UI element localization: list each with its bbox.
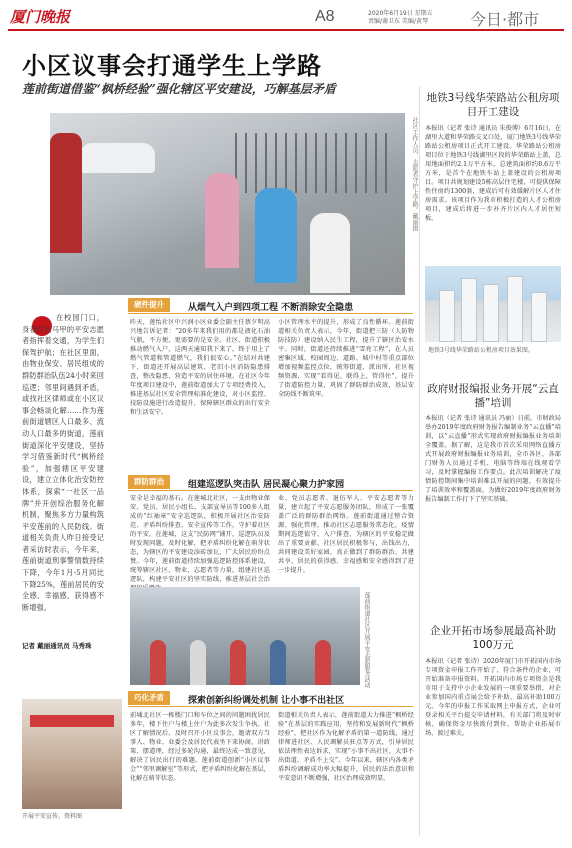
- volunteer-figure: [50, 133, 82, 253]
- article-body-finance: 本报讯（记者 张诗 通讯员 冯丽）日前，市财政局举办2019年度政府财务报告编制业务“云直播”培训，以“云直播”形式实现政府财报编报业务培训全覆盖。据了解，这是我市首次采用网络直播方式开展政府财报编报业务培训，全市各区、各部门财务人员通过手机、电脑等终端在线观看学习，及时掌握编报工作要点。此次培训解决了疫情防控期间集中培训难以开展的问题，有效提升了培训效率和覆盖面，为做好2019年度政府财务报告编制工作打下了坚实基础。: [425, 415, 561, 503]
- section-title-resolve: 探索创新纠纷调处机制 让小事不出社区: [188, 696, 345, 706]
- section2-col-b: 业、党员志愿者、退伍军人、平安志愿者等力量，建立起了平安志愿服务团队，形成了一张覆盖广泛的群防群治网络。莲前街道通过整合资源、强化管理，推动社区志愿服务常态化，疫情期间巡逻值守、入户排查，为辖区的平安稳定做出了重要贡献。社区居民积极参与，出钱出力，共同建设美好家园，真正做到了群防群治、共建共享，居民的获得感、幸福感和安全感得到了进一步提升。: [278, 495, 414, 574]
- page-subtitle: 莲前街道借鉴“枫桥经验”强化辖区平安建设，巧解基层矛盾: [22, 82, 336, 96]
- person-figure: [190, 640, 206, 685]
- community-photo-caption: 莲前街道社区开展平安志愿服务活动: [363, 592, 370, 688]
- main-photo: [50, 113, 405, 295]
- page-title: 小区议事会打通学生上学路: [22, 52, 322, 80]
- car-shape: [80, 143, 155, 173]
- section-name: 今日·都市: [470, 10, 540, 29]
- section3-col-a: 前埔北社区一栋楼门口和车位之间的问题困扰居民多年，楼下住户与楼上住户为此多次发生争执。社区了解情况后，及时召开小区议事会，邀请双方当事人、物业、业委会及居民代表坐下来协商，讲政策、摆道理，经过多轮沟通，最终达成一致意见，解决了居民出行的难题。莲前街道创新“小区议事会”“邻里调解室”等形式，把矛盾纠纷化解在基层，化解在萌芽状态。: [130, 712, 270, 782]
- community-photo: [130, 587, 360, 685]
- section-title-hardware: 从烟气入户到四项工程 不断消除安全隐患: [188, 303, 354, 313]
- person-figure: [270, 640, 286, 685]
- section2-col-a: 安全是幸福的基石。在莲城北社区，一支由物业保安、党员、居民小组长、支部宣导员等100多人组成的“红袖章”安全巡逻队，积极开展社区治安防范、矛盾纠纷排查、安全宣传等工作，守护着社区的平安。在莲城，这支“民防网”铺开，巡逻队员及时发现问题，及时化解，把矛盾纠纷化解在萌芽状态，为辖区的平安建设添砖加瓦，广大居民纷纷点赞。今年，莲前街道持续加强巡逻防控体系建设，统筹辖区社区、物业、志愿者等力量，组建社区巡逻队，构建平安社区的坚实防线，推进基层社会治: [130, 495, 270, 583]
- person-figure: [150, 640, 166, 685]
- section-rule: [128, 706, 413, 707]
- building-shape: [461, 278, 477, 342]
- lead-paragraph: 在校园门口，身着红色马甲的平安志愿者指挥着交通，为学生们保驾护航；在社区里面，由物业保安、居民组成的群防群治队伍24小时来回巡逻；邻里间遇到矛盾，或找社区律师或在小区议事会畅谈化解……作为莲前街道辖区人口最多、流动人口最多的街道，莲前街道深化平安建设，坚持学习借鉴新时代“枫桥经验”，加强辖区平安建设，建立立体化治安防控体系，探索“一社区一品牌”并开创综治服务化解机制，聚焦多方力量构筑平安莲前的人民防线。街道相关负责人昨日接受记者采访时表示，今年来，莲前街道刑事警情数持续下降，今年1月-5月同比下降25%，莲前居民的安全感、幸福感、获得感不断增强。: [22, 313, 104, 612]
- section-tag-hardware: 硬件提升: [128, 298, 170, 312]
- header-rule: [8, 29, 564, 31]
- building-shape: [531, 292, 547, 342]
- page-number: A8: [315, 8, 335, 25]
- date-line: 2020年6月19日 星期五: [368, 10, 433, 17]
- article-title-metro-housing: 地铁3号线华荣路站公租房项目开工建设: [426, 92, 560, 118]
- section1-col-a: 昨天，莲怡社区中兴润小区业委会副主任蔡夕明高兴地告诉记者：“20多年来我们用的都是液化石油气瓶，不方便，更需要的是安全。社区、街道积极推动燃气入户，这两天通知我下来了，终于用上了燃气管道和管道燃气，我们很安心。”在结对共建下，街道还开展高层建筑、老旧小区消防隐患排查，整改隐患，营造平安的居住环境。在社区今年年度项目建设中，莲前街道加大了专项经费投入，推进基层社区安全管理标准化建设，对小区监控、技防设施进行改造提升，保障辖区群众的出行安全和生活安宁。: [130, 319, 270, 416]
- banner-shape: [30, 715, 114, 727]
- editors-line: 责编/谢卫东 美编/黄琴: [368, 18, 428, 25]
- person-figure: [315, 640, 331, 685]
- section1-col-b: 小区管理水平的提升，形成了良性循环。莲前街道相关负责人表示，今年，街道把三防（人防物防技防）建设纳入民生工程，提升了辖区治安水平。同时，街道还持续推进“雪亮工程”，在人员密集区域、校园周边、道路、城中村等重点部位增加视频监控点位，统筹街道、派出所、社区视频资源，实现“看得见、联得上、管得住”，提升了街道防控力量，巩固了群防群治成效，基层安全防线不断筑牢。: [278, 319, 414, 398]
- main-photo-caption: 社区工作人员、志愿者守护上学路。戴丽摄: [411, 117, 418, 231]
- publicity-photo: [22, 699, 122, 809]
- newspaper-logo: 厦门晚报: [10, 8, 71, 26]
- housing-rendering-photo: [425, 266, 561, 342]
- section3-col-b: 街道相关负责人表示，莲前街道大力推进“枫桥经验”在基层的实践应用，坚持和发展新时代“枫桥经验”，把社区作为化解矛盾的第一道防线，通过律师进社区、人民调解员驻点等方式，引导居民依法理性表达诉求，实现“小事不出社区，大事不出街道，矛盾不上交”。今年以来，辖区内各类矛盾纠纷调解成功率大幅提升，居民的法治意识和平安意识不断增强，社区治理成效明显。: [278, 712, 414, 782]
- student-figure: [205, 173, 239, 268]
- section-tag-joint-defense: 群防群治: [128, 475, 170, 489]
- section-rule: [128, 313, 413, 314]
- student-figure: [255, 188, 297, 283]
- school-gate: [235, 133, 395, 193]
- column-divider: [419, 86, 420, 836]
- article-title-enterprise: 企业开拓市场参展最高补助100万元: [430, 625, 556, 651]
- issue-date: [368, 10, 458, 26]
- article-body-enterprise: 本报讯（记者 张诗）2020年厦门市开拓国内市场专项资金申报工作开始了，符合条件的企业，可开始准备申报资料。开拓国内市场专项资金是我市用于支持中小企业发展的一项重要举措，对企业参加国内重点展会给予补助，最高补助100万元。今年的申报工作采取网上申报方式，企业可登录相关平台提交申请材料，有关部门将及时审核，确保资金尽快拨付到位，帮助企业拓展市场、渡过难关。: [425, 658, 561, 737]
- section-tag-resolve: 巧化矛盾: [128, 691, 170, 705]
- housing-photo-caption: 地铁3号线华荣路站公租房项目效果图。: [428, 347, 534, 354]
- building-shape: [507, 276, 523, 342]
- lead-reporter: 记者 戴丽通讯员 马秀珠: [22, 642, 92, 650]
- article-title-finance: 政府财报编报业务开展“云直播”培训: [427, 383, 559, 409]
- publicity-photo-caption: 开展平安宣传。资料图: [22, 813, 83, 820]
- building-shape: [439, 290, 455, 342]
- section-title-joint-defense: 组建巡逻队突击队 居民凝心聚力护家园: [188, 480, 345, 490]
- building-shape: [483, 284, 499, 342]
- student-figure: [310, 213, 350, 293]
- article-body-metro-housing: 本报讯（记者 张诗 通讯员 朱俊博）6月16日，在湖里大道和华荣路交叉口处，厦门地铁3号线华荣路站公租房项目正式开工建设。华荣路站公租房项目位于地铁3号线湖里区段的华荣路站上盖，总用地面积约2.1万平方米，总建筑面积约8.6万平方米，是首个在地铁车站上盖建设的公租房项目。项目共规划建设5栋高层住宅楼，可提供保障性住房约1300套，建成后可有效缓解片区人才住房需求。该项目作为我市积极打造的人才公租房项目，建成后将进一步补齐片区内人才居住短板。: [425, 125, 561, 222]
- section-rule: [128, 490, 413, 491]
- person-figure: [230, 640, 246, 685]
